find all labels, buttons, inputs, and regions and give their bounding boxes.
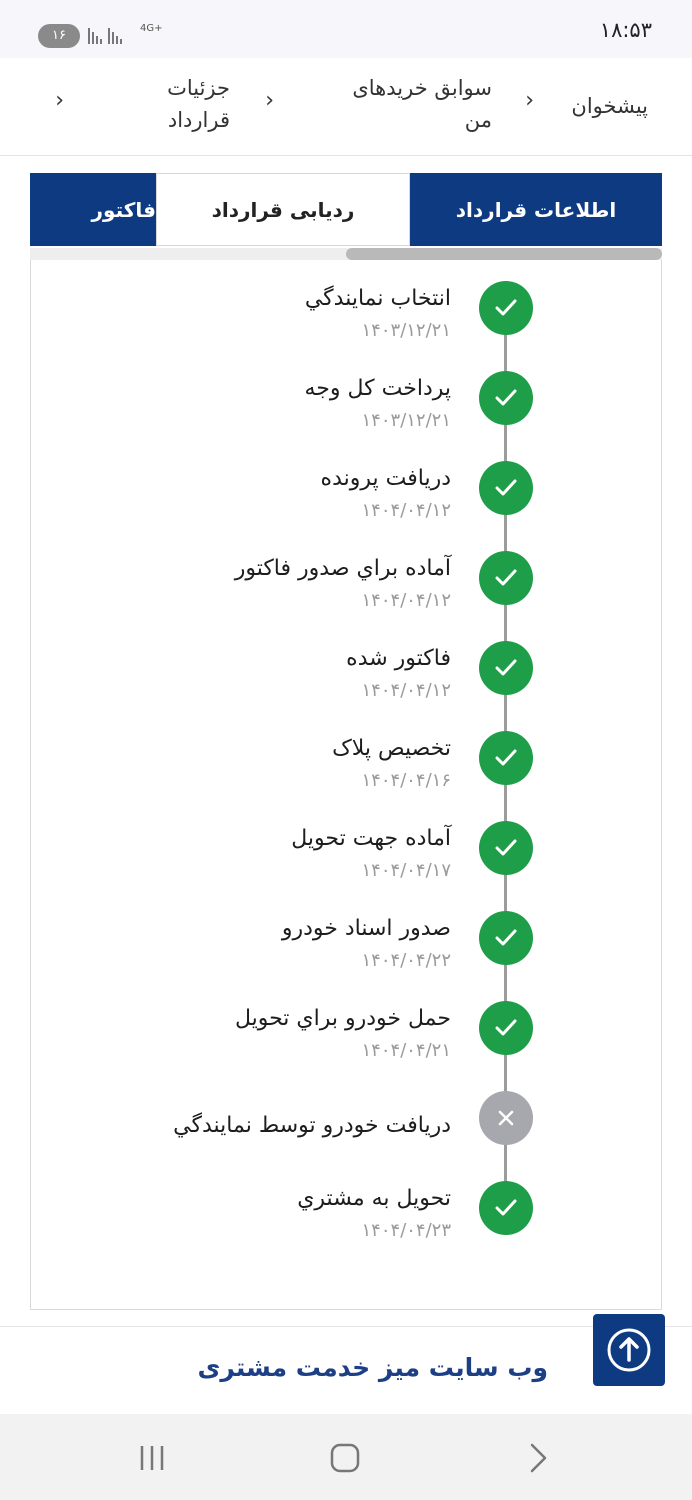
timeline-step (31, 890, 663, 980)
recent-apps-button[interactable] (132, 1438, 172, 1478)
timeline-step-date: ۱۴۰۴/۰۴/۱۲ (361, 500, 451, 521)
timeline-step-date: ۱۴۰۳/۱۲/۲۱ (361, 320, 451, 341)
timeline-step (31, 800, 663, 890)
timeline-step-date: ۱۴۰۴/۰۴/۱۲ (361, 590, 451, 611)
status-bar (0, 0, 692, 58)
tab-contract-tracking[interactable]: ردیابی قرارداد (156, 173, 410, 246)
home-icon (327, 1440, 363, 1476)
check-icon (479, 821, 533, 875)
arrow-up-circle-icon (605, 1326, 653, 1374)
timeline-step-date: ۱۴۰۴/۰۴/۲۲ (361, 950, 451, 971)
timeline-step-title: آماده براي صدور فاكتور (234, 556, 451, 581)
tabs-scroll-thumb[interactable] (346, 248, 662, 260)
timeline-step-title: صدور اسناد خودرو (281, 916, 451, 941)
timeline-step-date: ۱۴۰۴/۰۴/۱۷ (361, 860, 451, 881)
breadcrumb-contract-details[interactable]: جزئیات قرارداد (167, 76, 230, 132)
check-icon (479, 641, 533, 695)
timeline-step-date: ۱۴۰۴/۰۴/۱۶ (361, 770, 451, 791)
breadcrumb-dashboard[interactable]: پیشخوان (571, 94, 648, 118)
customer-service-link[interactable]: وب سایت میز خدمت مشتری (197, 1353, 548, 1382)
tab-contract-info[interactable]: اطلاعات قرارداد (410, 173, 662, 246)
timeline-step (31, 1160, 663, 1250)
timeline-step-title: تخصيص پلاک (332, 736, 451, 761)
system-nav-bar (0, 1414, 692, 1500)
back-icon (520, 1440, 556, 1476)
check-icon (479, 461, 533, 515)
home-button[interactable] (325, 1438, 365, 1478)
check-icon (479, 731, 533, 785)
timeline-step-title: دريافت پرونده (320, 466, 451, 491)
breadcrumb (0, 58, 692, 156)
timeline-step-date: ۱۴۰۴/۰۴/۲۱ (361, 1040, 451, 1061)
timeline-step-title: حمل خودرو براي تحويل (234, 1006, 451, 1031)
timeline-step (31, 710, 663, 800)
check-icon (479, 1181, 533, 1235)
chevron-right-icon: › (525, 88, 534, 113)
check-icon (479, 281, 533, 335)
timeline-step (31, 530, 663, 620)
back-button[interactable] (518, 1438, 558, 1478)
network-type: 4G+ (140, 23, 163, 34)
chevron-right-icon: › (55, 88, 64, 113)
timeline-step (31, 980, 663, 1070)
timeline-step-date: ۱۴۰۳/۱۲/۲۱ (361, 410, 451, 431)
check-icon (479, 371, 533, 425)
check-icon (479, 911, 533, 965)
recent-apps-icon (134, 1440, 170, 1476)
check-icon (479, 551, 533, 605)
battery-indicator: ۱۶ (38, 24, 80, 48)
timeline-step (31, 440, 663, 530)
timeline-step-date: ۱۴۰۴/۰۴/۲۳ (361, 1220, 451, 1241)
status-time: ۱۸:۵۳ (599, 18, 652, 42)
timeline-step-title: انتخاب نمايندگي (304, 286, 451, 311)
timeline-step (31, 350, 663, 440)
timeline-step (31, 620, 663, 710)
tab-invoice[interactable]: فاکتور (30, 173, 156, 246)
timeline-card (30, 260, 662, 1310)
timeline-step (31, 1070, 663, 1160)
scroll-top-button[interactable] (593, 1314, 665, 1386)
chevron-right-icon: › (265, 88, 274, 113)
timeline-step-title: فاكتور شده (346, 646, 451, 671)
breadcrumb-purchase-history[interactable]: سوابق خریدهای من (352, 76, 492, 132)
footer (0, 1326, 692, 1414)
timeline-step (31, 260, 663, 350)
timeline-step-title: پرداخت كل وجه (304, 376, 451, 401)
timeline-step-title: آماده جهت تحويل (291, 826, 451, 851)
timeline-step-title: دريافت خودرو توسط نمايندگي (173, 1113, 451, 1138)
tabs-scrollbar[interactable] (30, 248, 662, 260)
close-icon (479, 1091, 533, 1145)
signal-icon (88, 26, 122, 44)
check-icon (479, 1001, 533, 1055)
tab-bar (30, 173, 662, 246)
timeline-step-title: تحويل به مشتري (297, 1186, 451, 1211)
timeline-step-date: ۱۴۰۴/۰۴/۱۲ (361, 680, 451, 701)
